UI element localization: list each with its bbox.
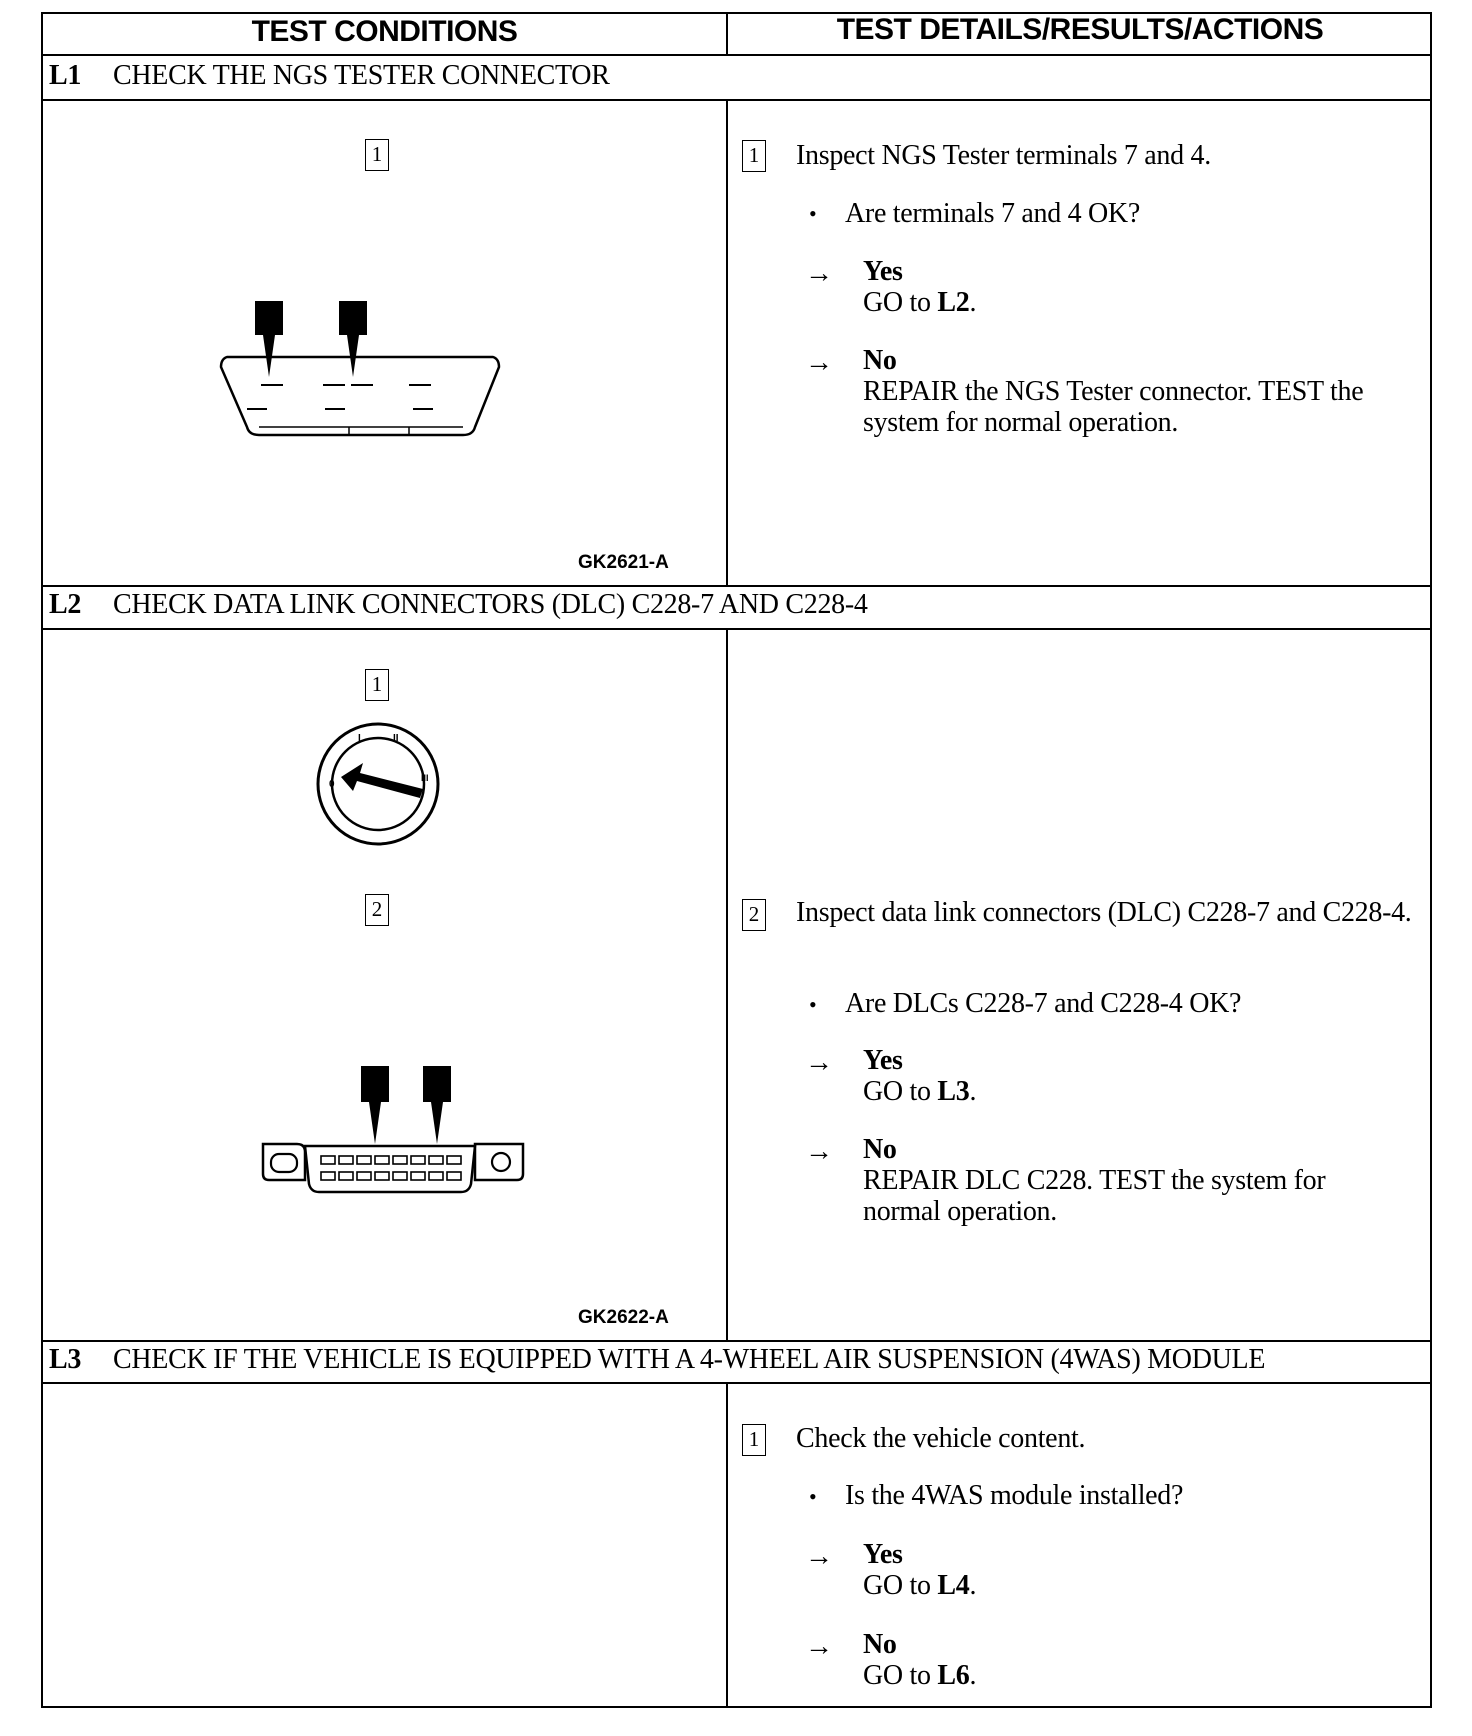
l3-detail-step-box: 1	[742, 1424, 766, 1456]
l2-detail-step-box: 2	[742, 899, 766, 931]
l1-figure-step-box: 1	[365, 139, 389, 171]
key-arrow-icon	[341, 763, 423, 798]
l2-no-arrow-icon: →	[805, 1136, 833, 1167]
row-divider	[43, 628, 1430, 630]
l3-yes-action: GO to L4.	[863, 1570, 977, 1601]
arrow-down-icon	[423, 1066, 451, 1144]
data-link-connector-figure	[223, 1064, 533, 1204]
l1-no-label: No	[863, 345, 897, 376]
ngs-tester-connector-figure	[213, 299, 513, 459]
ignition-mark-3: III	[421, 773, 429, 783]
row-divider	[43, 1382, 1430, 1384]
l3-no-arrow-icon: →	[805, 1631, 833, 1662]
l1-instruction: Inspect NGS Tester terminals 7 and 4.	[796, 140, 1211, 171]
dlc-mounting-bracket	[263, 1144, 305, 1180]
connector-shell	[221, 357, 499, 435]
l3-bullet: •	[809, 1484, 817, 1509]
l3-no-action: GO to L6.	[863, 1660, 977, 1691]
row-divider	[43, 1340, 1430, 1342]
l2-question: Are DLCs C228-7 and C228-4 OK?	[845, 988, 1242, 1019]
header-test-details: TEST DETAILS/RESULTS/ACTIONS	[836, 13, 1324, 46]
step-l1-number: L1	[49, 60, 82, 91]
l2-bullet: •	[809, 992, 817, 1017]
arrow-down-icon	[255, 301, 283, 377]
l2-figure-step-box-2: 2	[365, 894, 389, 926]
l1-yes-action: GO to L2.	[863, 287, 977, 318]
step-l1-title-text: CHECK THE NGS TESTER CONNECTOR	[113, 60, 610, 91]
column-divider	[726, 628, 728, 1340]
step-l3-title-text: CHECK IF THE VEHICLE IS EQUIPPED WITH A 4-WHEEL AIR SUSPENSION (4WAS) MODULE	[113, 1344, 1266, 1375]
l2-yes-label: Yes	[863, 1045, 903, 1076]
column-divider	[726, 1382, 728, 1708]
l1-figure-ref: GK2621-A	[578, 552, 669, 573]
step-l3-title	[49, 1344, 1265, 1376]
step-l2-title-text: CHECK DATA LINK CONNECTORS (DLC) C228-7 AND C228-4	[113, 589, 868, 620]
ignition-mark-2: II	[393, 733, 399, 744]
step-l3-number: L3	[49, 1344, 82, 1375]
dlc-body	[305, 1146, 475, 1192]
l3-yes-label: Yes	[863, 1539, 903, 1570]
ignition-switch-figure	[313, 719, 443, 849]
row-divider	[43, 99, 1430, 101]
l3-instruction: Check the vehicle content.	[796, 1423, 1086, 1454]
l1-yes-arrow-icon: →	[805, 258, 833, 289]
l1-bullet: •	[809, 201, 817, 226]
l3-yes-arrow-icon: →	[805, 1541, 833, 1572]
header-test-conditions: TEST CONDITIONS	[251, 15, 518, 48]
step-l2-number: L2	[49, 589, 82, 620]
step-l1-title	[49, 60, 610, 92]
l3-no-label: No	[863, 1629, 897, 1660]
l2-no-label: No	[863, 1134, 897, 1165]
ignition-mark-0: 0	[329, 779, 335, 790]
l2-yes-arrow-icon: →	[805, 1047, 833, 1078]
row-divider	[43, 54, 1430, 56]
row-divider	[43, 585, 1430, 587]
l3-question: Is the 4WAS module installed?	[845, 1480, 1184, 1511]
l2-yes-action: GO to L3.	[863, 1076, 977, 1107]
l1-no-action: REPAIR the NGS Tester connector. TEST the system for normal operation.	[863, 376, 1364, 438]
column-divider	[726, 99, 728, 585]
l1-detail-step-box: 1	[742, 140, 766, 172]
step-l2-title	[49, 589, 868, 621]
l1-yes-label: Yes	[863, 256, 903, 287]
l2-instruction: Inspect data link connectors (DLC) C228-7 and C228-4.	[796, 897, 1412, 928]
l2-no-action: REPAIR DLC C228. TEST the system for normal operation.	[863, 1165, 1326, 1227]
l2-figure-step-box-1: 1	[365, 669, 389, 701]
l1-no-arrow-icon: →	[805, 347, 833, 378]
arrow-down-icon	[361, 1066, 389, 1144]
arrow-down-icon	[339, 301, 367, 377]
l2-figure-ref: GK2622-A	[578, 1307, 669, 1328]
ignition-mark-1: I	[358, 733, 361, 744]
l1-question: Are terminals 7 and 4 OK?	[845, 198, 1140, 229]
diagnostic-table	[41, 12, 1432, 1708]
